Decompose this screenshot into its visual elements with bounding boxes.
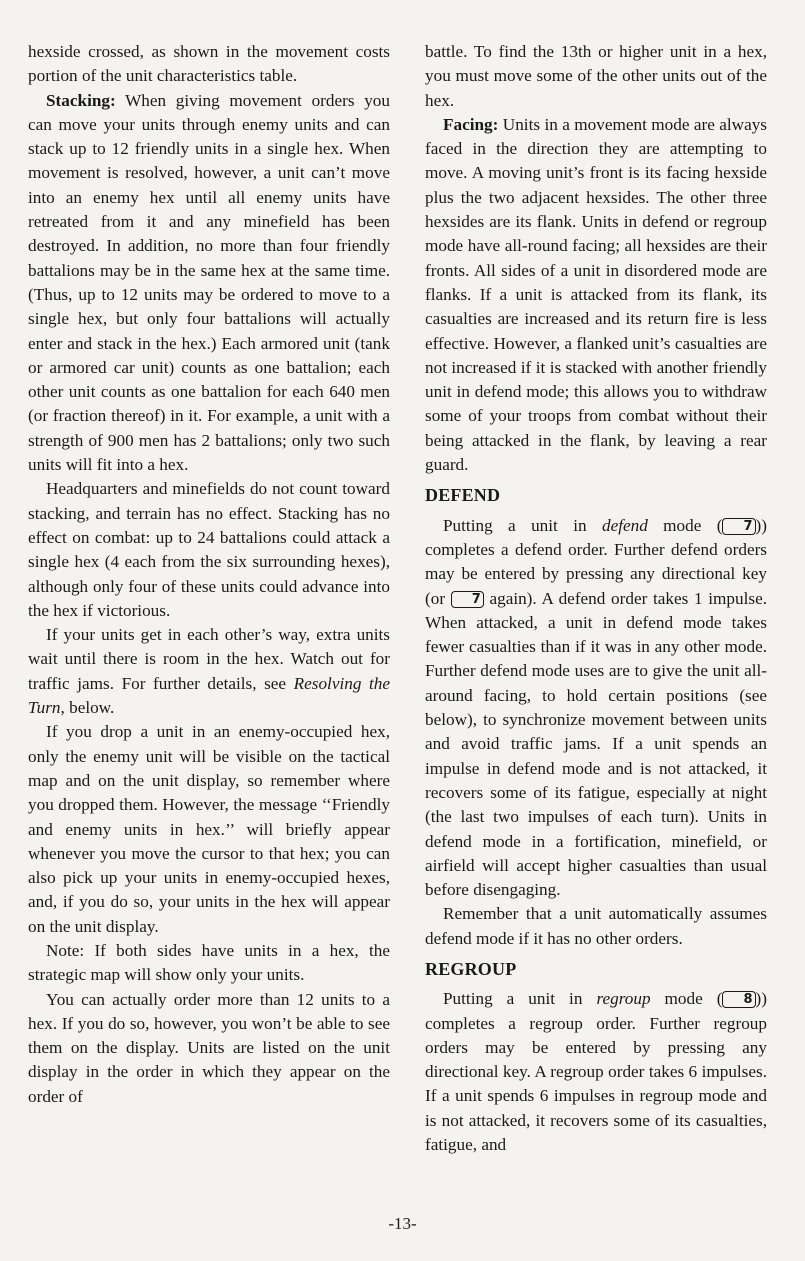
regroup-text-b: mode ( (650, 989, 723, 1009)
section-heading-regroup: REGROUP (425, 958, 517, 979)
run-in-heading-facing: Facing: (443, 114, 499, 134)
paragraph-continued-right: battle. To find the 13th or higher unit in a hex, you must move some of the other units out of the hex. (425, 42, 767, 110)
page-number: -13- (388, 1214, 417, 1233)
key-8-icon: 8 (722, 991, 755, 1008)
paragraph-continued: hexside crossed, as shown in the movement costs portion of the unit characteristics table. (28, 42, 390, 86)
regroup-term: regroup (596, 989, 651, 1009)
crossref-resolving-turn: Resolving the Turn (28, 673, 390, 718)
paragraph-traffic (28, 623, 390, 720)
run-in-heading-stacking: Stacking: (46, 90, 116, 110)
stacking-text: When giving movement orders you can move your units through enemy units and can stack up to 12 friendly units in a single hex. When movement is resolved, however, a unit can’t move into an enemy hex until all enemy units have retreated from it and any minefield has been destroyed. In addition, no more than four friendly battalions may be in the same hex at the same time. (Thus, up to 12 units may be ordered to move to a single hex, but only four battalions will actually enter and stack in the hex.) Each armored unit (tank or armored car unit) counts as one battalion; each other unit counts as one battalion for each 640 men (or fraction thereof) in it. For example, a unit with a strength of 900 men has 2 battalions; only two such units will fit into a hex. (28, 90, 390, 475)
paragraph-stacking (28, 89, 390, 478)
section-heading-defend: DEFEND (425, 485, 501, 506)
facing-text: Units in a movement mode are always faced in the direction they are attempting to move. A moving unit’s front is its facing hexside plus the two adjacent hexsides. The other three hexsides are its flank. Units in defend or regroup mode have all-round facing; all hexsides are their fronts. All sides of a unit in disordered mode are flanks. If a unit is attacked from its flank, its casualties are increased and its return fire is less effective. However, a flanked unit’s casualties are not increased if it is stacked with another friendly unit in defend mode; this allows you to withdraw some of your troops from combat without their being attacked in the flank, by leaving a rear guard. (425, 114, 767, 475)
paragraph-stacking-hq: Headquarters and minefields do not count toward stacking, and terrain has no effect. Stacking has no effect on combat: up to 24 battalions could attack a single hex (4 each from the six surrounding hexes), although only four of these units could advance into the hex if victorious. (28, 479, 390, 620)
defend-text-c: ) completes a defend order. Further defend orders may be entered by pressing any directional key (or (425, 515, 767, 608)
paragraph-more-units: You can actually order more than 12 units to a hex. If you do so, however, you won’t be able to see them on the display. Units are listed on the unit display in the order in which they appear on the order of (28, 989, 390, 1106)
defend-text-d: again). A defend order takes 1 impulse. When attacked, a unit in defend mode takes fewer casualties than if it was in any other mode. Further defend mode uses are to give the unit all-around facing, to hold certain positions (see below), to synchronize movement between units and avoid traffic jams. If a unit spends an impulse in defend mode and is not attacked, it recovers some of its fatigue, especially at night (the last two impulses of each turn). Units in defend mode in a fortification, minefield, or airfield will accept higher casualties than usual before disengaging. (425, 588, 767, 900)
paragraph-enemy-hex: If you drop a unit in an enemy-occupied hex, only the enemy unit will be visible on the tactical map and on the unit display, so remember where you dropped them. However, the message ‘‘Friendly and enemy units in hex.’’ will briefly appear whenever you move the cursor to that hex; you can also pick up your units in enemy-occupied hexes, and, if you do so, your units in the hex will appear on the unit display. (28, 722, 390, 936)
paragraph-note: Note: If both sides have units in a hex, the strategic map will show only your units. (28, 940, 390, 985)
defend-text-a: Putting a unit in (443, 515, 602, 535)
regroup-text-c: ) completes a regroup order. Further regroup orders may be entered by pressing any directional key. A regroup order takes 6 impulses. If a unit spends 6 impulses in regroup mode and is not attacked, it recovers some of its casualties, fatigue, and (425, 989, 767, 1155)
left-column (28, 40, 390, 1109)
paragraph-defend-remember: Remember that a unit automatically assumes defend mode if it has no other orders. (425, 904, 767, 948)
key-7-icon: 7 (722, 518, 755, 535)
paragraph-facing (425, 113, 767, 477)
defend-text-b: mode ( (647, 515, 723, 535)
key-7-icon-again: 7 (451, 591, 484, 608)
defend-term: defend (601, 515, 648, 535)
right-column (425, 40, 767, 1157)
paragraph-defend: Putting a unit in defend mode ( 7 )) completes a defend order. Further defend orders may be entered by pressing any directional key (or 7 again). A defend order takes 1 impulse. When attacked, a unit in defend mode takes fewer casualties than if it was in any other mode. Further defend mode uses are to give the unit all-around facing, to hold certain positions (see below), to synchronize movement between units and avoid traffic jams. If a unit spends an impulse in defend mode and is not attacked, it recovers some of its fatigue, especially at night (the last two impulses of each turn). Units in defend mode in a fortification, minefield, or airfield will accept higher casualties than usual before disengaging. (425, 515, 767, 900)
traffic-text: If your units get in each other’s way, extra units wait until there is room in the hex. Watch out for traffic jams. For further details, see (28, 625, 390, 693)
traffic-text-end: , below. (60, 698, 115, 718)
regroup-text-a: Putting a unit in (443, 989, 597, 1009)
paragraph-regroup: Putting a unit in regroup mode ( 8 )) completes a regroup order. Further regroup orders may be entered by pressing any directional key. A regroup order takes 6 impulses. If a unit spends 6 impulses in regroup mode and is not attacked, it recovers some of its casualties, fatigue, and (425, 989, 767, 1155)
